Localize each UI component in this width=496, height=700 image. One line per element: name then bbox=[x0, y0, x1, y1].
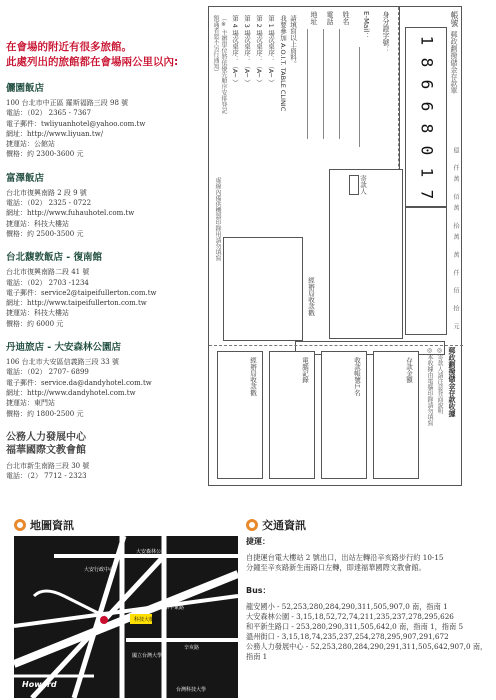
workshop-title: 我要參加 A.O.I.T. TABLE CLINIC bbox=[279, 15, 287, 112]
account-digit: 7 bbox=[417, 189, 437, 199]
hotel-price: 價格：約 2500-3500 元 bbox=[6, 229, 84, 238]
name-label: 姓名 bbox=[342, 11, 350, 25]
hotel-phone: 電話：（02） 2703 -1234 bbox=[6, 278, 89, 287]
transport-section-title: 交通資訊 bbox=[262, 519, 306, 532]
map-section-header bbox=[14, 517, 74, 533]
hotel-address: 台北市復興南路二段 41 號 bbox=[6, 268, 90, 277]
receipt-title: 郵政劃撥儲金存款收據 bbox=[448, 347, 456, 417]
hotel-website[interactable]: 網址：http://www.dandyhotel.com.tw bbox=[6, 388, 136, 397]
map-label: 國立台灣大學 bbox=[132, 653, 163, 659]
venue-name-1: 公務人力發展中心 bbox=[6, 431, 86, 443]
hotel-station: 捷運站：科技大樓站 bbox=[6, 309, 69, 318]
map-section-title: 地圖資訊 bbox=[30, 519, 74, 532]
receipt-divider bbox=[209, 345, 463, 346]
receipt-stamp-label: 經辦局收款戳 bbox=[249, 357, 257, 396]
hotel-address: 100 台北市中正區 羅斯福路三段 98 號 bbox=[6, 99, 129, 107]
hotel-phone: 電話：（02） 2707- 6899 bbox=[6, 368, 89, 377]
map-label: 和平東路 bbox=[164, 605, 185, 611]
transport-section-header bbox=[246, 517, 306, 533]
hotel-name: 台北馥敦飯店 - 復南館 bbox=[6, 252, 103, 264]
mrt-direction-line: 自捷運台電大樓站 2 號出口，出站左轉沿辛亥路步行約 10-15 bbox=[246, 553, 444, 562]
phone-input-line[interactable] bbox=[323, 29, 324, 139]
address-input-line[interactable] bbox=[307, 29, 308, 139]
workshop-option[interactable]: 第 1 場次桌序：（A─ ） bbox=[267, 15, 275, 86]
bus-route-line: 龍安國小 - 52,253,280,284,290,311,505,907,0 南，指南 1 bbox=[246, 602, 448, 611]
hotel-station: 捷運站：公館站 bbox=[6, 140, 55, 149]
hotel-entry bbox=[6, 249, 206, 329]
hotel-website[interactable]: 網址：http://www.taipeifullerton.com.tw bbox=[6, 299, 147, 308]
hotel-entry bbox=[6, 80, 206, 160]
venue-pin-icon bbox=[100, 616, 108, 624]
bus-route-line: 公務人力發展中心 - 52,253,280,284,290,291,311,505,642,907,0 南， bbox=[246, 642, 488, 651]
receipt-payee-label: 收款帳號戶名 bbox=[353, 357, 361, 396]
sender-label: 寄款人 bbox=[359, 175, 367, 195]
bus-route-line: 溫州街口 - 3,15,18,74,235,237,254,278,295,907,291,672 bbox=[246, 632, 449, 641]
account-label: 帳號 bbox=[450, 11, 459, 27]
hotel-email[interactable]: 電子郵件：service2@taipeifullerton.com.tw bbox=[6, 288, 157, 297]
map-label: 科技大樓站 bbox=[134, 617, 160, 623]
account-digit: 1 bbox=[417, 35, 437, 45]
bus-route-line: 和平新生路口 - 253,280,290,311,505,642,0 南，指南 1，指南 5 bbox=[246, 622, 464, 631]
hotel-name: 富澤飯店 bbox=[6, 172, 45, 184]
hotel-website[interactable]: 網址：http://www.fuhauhotel.com.tw bbox=[6, 209, 135, 218]
hotel-name: 儷園飯店 bbox=[6, 83, 45, 94]
hotel-price: 價格：約 1800-2500 元 bbox=[6, 409, 84, 418]
account-digit: 1 bbox=[417, 167, 437, 177]
hotel-list bbox=[6, 40, 206, 481]
account-digit: 8 bbox=[417, 123, 437, 133]
receipt-note-2: ◎本收據由電腦印錄請勿填寫 bbox=[426, 347, 433, 426]
hotel-station: 捷運站：科技大樓站 bbox=[6, 219, 69, 228]
hotel-email[interactable]: 電子郵件：service.da@dandyhotel.com.tw bbox=[6, 378, 152, 387]
hotel-price: 價格：約 2300-3600 元 bbox=[6, 150, 84, 159]
hotel-address: 106 台北市大安區信義路三段 33 號 bbox=[6, 358, 119, 367]
map-label: 台灣科技大學 bbox=[176, 687, 207, 693]
hotel-address: 台北市復興南路 2 段 9 號 bbox=[6, 188, 87, 197]
map-label: 大安森林公園 bbox=[136, 549, 167, 555]
office-stamp-strip bbox=[295, 341, 445, 355]
remittance-form bbox=[208, 6, 462, 486]
email-input-line[interactable] bbox=[359, 47, 360, 147]
hotel-entry bbox=[6, 339, 206, 419]
bus-route-line: 指南 1 bbox=[246, 652, 268, 661]
map-label: 大安行政中心 bbox=[84, 567, 115, 573]
venue-address: 台北市新生南路三段 30 號 bbox=[6, 461, 90, 470]
phone-label: 電話 bbox=[326, 11, 334, 25]
office-stamp-label: 經辦局收款戳 bbox=[307, 277, 315, 316]
hotel-entry bbox=[6, 170, 206, 239]
machine-note: 虛線內備供機器印錄用請勿填寫 bbox=[214, 177, 221, 261]
account-digit: 0 bbox=[417, 145, 437, 155]
venue-phone: 電話：（2） 7712 - 2323 bbox=[6, 472, 87, 481]
receipt-record-label: 電腦記錄 bbox=[301, 357, 309, 383]
amount-units: 億 仟萬 佰萬 拾萬 萬 仟 佰 拾 元 bbox=[452, 147, 459, 335]
hotel-name: 丹迪旅店 - 大安森林公園店 bbox=[6, 342, 122, 354]
venue-block bbox=[6, 431, 206, 482]
workshop-note-1: （※ 主辦單位將依優先順序安排登記 bbox=[220, 15, 227, 114]
bus-heading: Bus： bbox=[246, 586, 271, 595]
hotel-phone: 電話：（02） 2325 - 0722 bbox=[6, 199, 92, 208]
address-label: 地址 bbox=[310, 11, 318, 25]
hotel-intro-line-1: 在會場的附近有很多旅館。 bbox=[6, 41, 132, 53]
hotel-email[interactable]: 電子郵件：twliyuanhotel@yahoo.com.tw bbox=[6, 119, 146, 128]
map-label: 辛亥路 bbox=[184, 645, 200, 651]
location-map bbox=[14, 536, 238, 698]
name-input-line[interactable] bbox=[339, 29, 340, 139]
map-roads bbox=[14, 536, 238, 698]
venue-name-2: 福華國際文教會館 bbox=[6, 444, 86, 456]
hotel-intro-line-2: 此處列出的旅館都在會場兩公里以內: bbox=[6, 56, 179, 68]
hotel-station: 捷運站：東門站 bbox=[6, 399, 55, 408]
form-title: 郵政劃撥儲金存款單 bbox=[450, 31, 458, 94]
circle-bullet-icon bbox=[14, 519, 26, 531]
venue-logo: Howard bbox=[22, 680, 57, 689]
receipt-amount-label: 存款金額 bbox=[405, 357, 413, 383]
hotel-price: 價格：約 6000 元 bbox=[6, 319, 64, 328]
workshop-instruction: 請填寫以上資料。 bbox=[289, 15, 297, 67]
account-number-boxes bbox=[405, 27, 447, 207]
circle-bullet-icon bbox=[246, 519, 258, 531]
account-digit: 6 bbox=[417, 101, 437, 111]
workshop-option[interactable]: 第 3 場次桌序：（A─ ） bbox=[243, 15, 251, 86]
amount-boxes[interactable] bbox=[405, 207, 447, 335]
hotel-website[interactable]: 網址：http://www.liyuan.tw/ bbox=[6, 129, 104, 138]
workshop-note-2: 額滿者恕不另行通知） bbox=[212, 15, 219, 75]
hotel-phone: 電話：（02） 2365 - 7367 bbox=[6, 109, 92, 118]
workshop-option[interactable]: 第 2 場次桌序：（A─ ） bbox=[255, 15, 263, 86]
account-digit: 8 bbox=[417, 57, 437, 67]
receipt-note-1: ◎寄款人請注意背面說明 bbox=[436, 347, 443, 414]
workshop-option[interactable]: 第 4 場次桌序：（A─ ） bbox=[231, 15, 239, 86]
mrt-heading: 捷運： bbox=[246, 537, 270, 546]
transport-info bbox=[246, 536, 492, 662]
id-label: 身分證字號： bbox=[382, 11, 390, 53]
account-digit: 6 bbox=[417, 79, 437, 89]
email-label: E-Mail： bbox=[362, 11, 370, 40]
sender-box bbox=[349, 175, 359, 195]
office-stamp-box bbox=[223, 237, 303, 341]
mrt-direction-line: 分鐘至辛亥路新生南路口左轉，即達福華國際文教會館。 bbox=[246, 563, 426, 572]
bus-route-line: 大安森林公園 - 3,15,18,52,72,74,211,235,237,278,295,626 bbox=[246, 612, 454, 621]
